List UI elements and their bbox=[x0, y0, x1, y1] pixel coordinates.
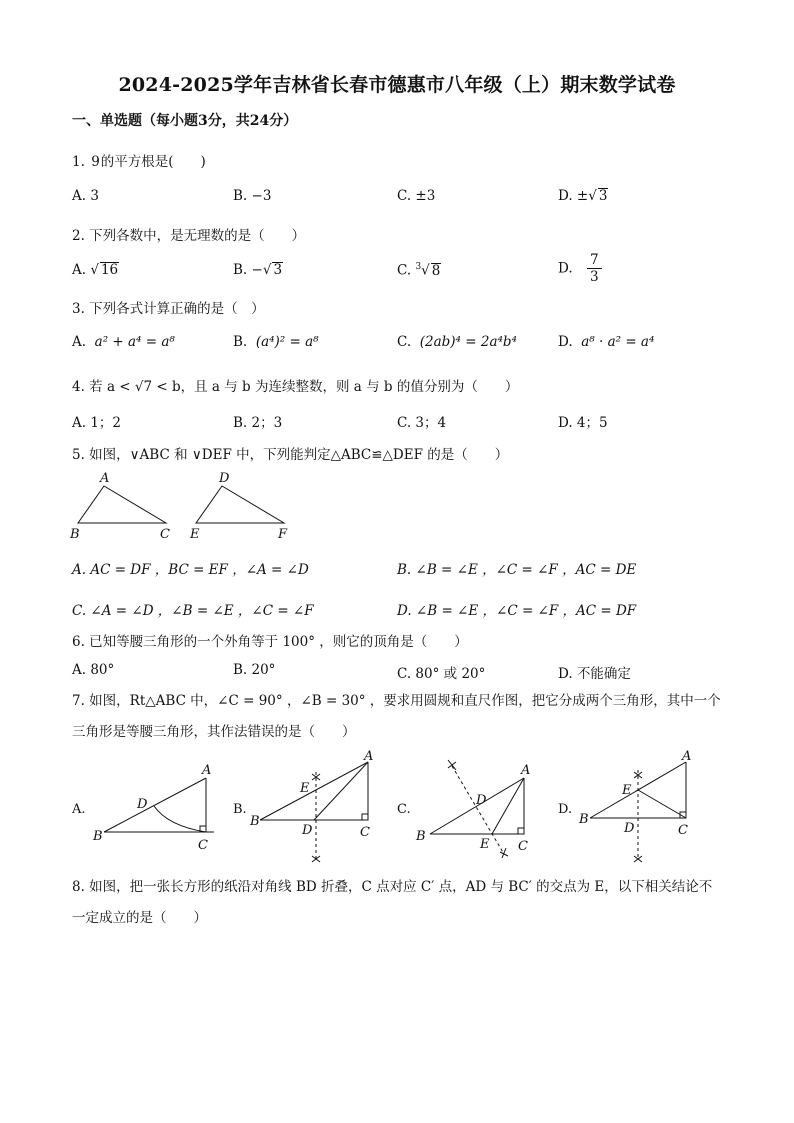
q6-option-a: A. 80° bbox=[72, 662, 115, 678]
q7-figure-a bbox=[90, 760, 220, 855]
label-a: A bbox=[100, 471, 110, 486]
triangle-def bbox=[196, 486, 284, 523]
q7-figure-c bbox=[412, 758, 542, 862]
svg-text:B: B bbox=[416, 829, 426, 844]
question-8: 8. 如图，把一张长方形的纸沿对角线 BD 折叠，C 点对应 C′ 点，AD 与 BC′ 的交点为 E，以下相关结论不一定成立的是（ ） bbox=[72, 879, 713, 926]
q1-radicand: 9 bbox=[91, 154, 100, 170]
question-3: 3. 下列各式计算正确的是（ ） bbox=[72, 301, 265, 317]
q5-option-b: B. ∠B = ∠E ，∠C = ∠F ，AC = DE bbox=[397, 562, 637, 578]
svg-text:A: A bbox=[521, 763, 531, 778]
q6-option-d: D. 不能确定 bbox=[558, 666, 631, 682]
svg-text:A: A bbox=[364, 749, 374, 764]
q4-option-a: A. 1；2 bbox=[72, 415, 122, 431]
svg-text:D: D bbox=[624, 821, 635, 836]
svg-text:C: C bbox=[678, 823, 688, 838]
q3-option-a: A. a² + a⁴ = a⁸ bbox=[72, 334, 175, 350]
q5-option-d: D. ∠B = ∠E ，∠C = ∠F ，AC = DF bbox=[397, 603, 637, 619]
q6-option-b: B. 20° bbox=[233, 662, 276, 678]
q5-triangles-figure bbox=[66, 468, 306, 544]
q6-option-c: C. 80° 或 20° bbox=[397, 666, 486, 682]
q4-option-c: C. 3；4 bbox=[397, 415, 447, 431]
q7-figure-d bbox=[576, 748, 706, 868]
q2-option-d: D. $\frac{7}{3}$ bbox=[558, 252, 602, 285]
svg-text:B: B bbox=[579, 812, 589, 827]
q7-option-c: C. bbox=[397, 802, 411, 817]
q1-option-a: A. 3 bbox=[72, 188, 99, 204]
triangle-abc bbox=[78, 486, 166, 523]
svg-text:C: C bbox=[198, 838, 208, 853]
q2-option-a: A. √ 16 bbox=[72, 262, 119, 278]
q5-option-c: C. ∠A = ∠D ，∠B = ∠E ，∠C = ∠F bbox=[72, 603, 314, 619]
q1-option-c: C. ±3 bbox=[397, 188, 436, 204]
svg-text:E: E bbox=[480, 837, 490, 852]
label-d: D bbox=[219, 471, 230, 486]
question-5: 5. 如图，∨ABC 和 ∨DEF 中，下列能判定△ABC≌△DEF 的是（ ） bbox=[72, 447, 509, 463]
question-1 bbox=[72, 150, 206, 170]
svg-text:C: C bbox=[360, 825, 370, 840]
q4-option-d: D. 4；5 bbox=[558, 415, 608, 431]
q2-option-c: C. $^3$√ 8 bbox=[397, 262, 441, 279]
q7-option-b: B. bbox=[233, 802, 247, 817]
section-heading: 一、单选题（每小题3分，共24分） bbox=[72, 113, 298, 129]
svg-text:D: D bbox=[302, 823, 313, 838]
svg-text:B: B bbox=[93, 829, 103, 844]
question-6: 6. 已知等腰三角形的一个外角等于 100° ，则它的顶角是（ ） bbox=[72, 634, 468, 650]
svg-text:D: D bbox=[137, 797, 148, 812]
q1-option-b: B. −3 bbox=[233, 188, 272, 204]
label-c: C bbox=[160, 527, 170, 542]
q7-option-d: D. bbox=[558, 802, 573, 817]
q7-option-a: A. bbox=[72, 802, 86, 817]
q5-option-a: A. AC = DF ，BC = EF ，∠A = ∠D bbox=[72, 562, 309, 578]
svg-text:B: B bbox=[250, 814, 260, 829]
label-b: B bbox=[70, 527, 80, 542]
svg-text:D: D bbox=[476, 793, 487, 808]
label-e: E bbox=[190, 527, 200, 542]
q4-option-b: B. 2；3 bbox=[233, 415, 283, 431]
svg-text:E: E bbox=[300, 781, 310, 796]
q7-figure-b bbox=[250, 748, 380, 868]
svg-text:A: A bbox=[202, 763, 212, 778]
svg-text:A: A bbox=[682, 749, 692, 764]
question-4: 4. 若 a < √7 < b，且 a 与 b 为连续整数，则 a 与 b 的值分别为（ ） bbox=[72, 379, 519, 395]
question-number: 1. bbox=[72, 154, 85, 170]
q1-option-d: D. ±√ 3 bbox=[558, 188, 608, 204]
q3-option-c: C. (2ab)⁴ = 2a⁴b⁴ bbox=[397, 334, 517, 350]
svg-text:E: E bbox=[622, 783, 632, 798]
label-f: F bbox=[278, 527, 288, 542]
question-2: 2. 下列各数中，是无理数的是（ ） bbox=[72, 228, 306, 244]
q2-option-b: B. −√ 3 bbox=[233, 262, 283, 278]
q3-option-b: B. (a⁴)² = a⁸ bbox=[233, 334, 319, 350]
question-text: 的平方根是( ) bbox=[100, 154, 206, 170]
question-7: 7. 如图，Rt△ABC 中，∠C = 90° ，∠B = 30° ，要求用圆规和直尺作图，把它分成两个三角形，其中一个三角形是等腰三角形，其作法错误的是（ ） bbox=[72, 693, 721, 740]
page-title: 2024-2025学年吉林省长春市德惠市八年级（上）期末数学试卷 bbox=[118, 74, 676, 96]
q3-option-d: D. a⁸ · a² = a⁴ bbox=[558, 334, 655, 350]
svg-text:C: C bbox=[518, 839, 528, 854]
